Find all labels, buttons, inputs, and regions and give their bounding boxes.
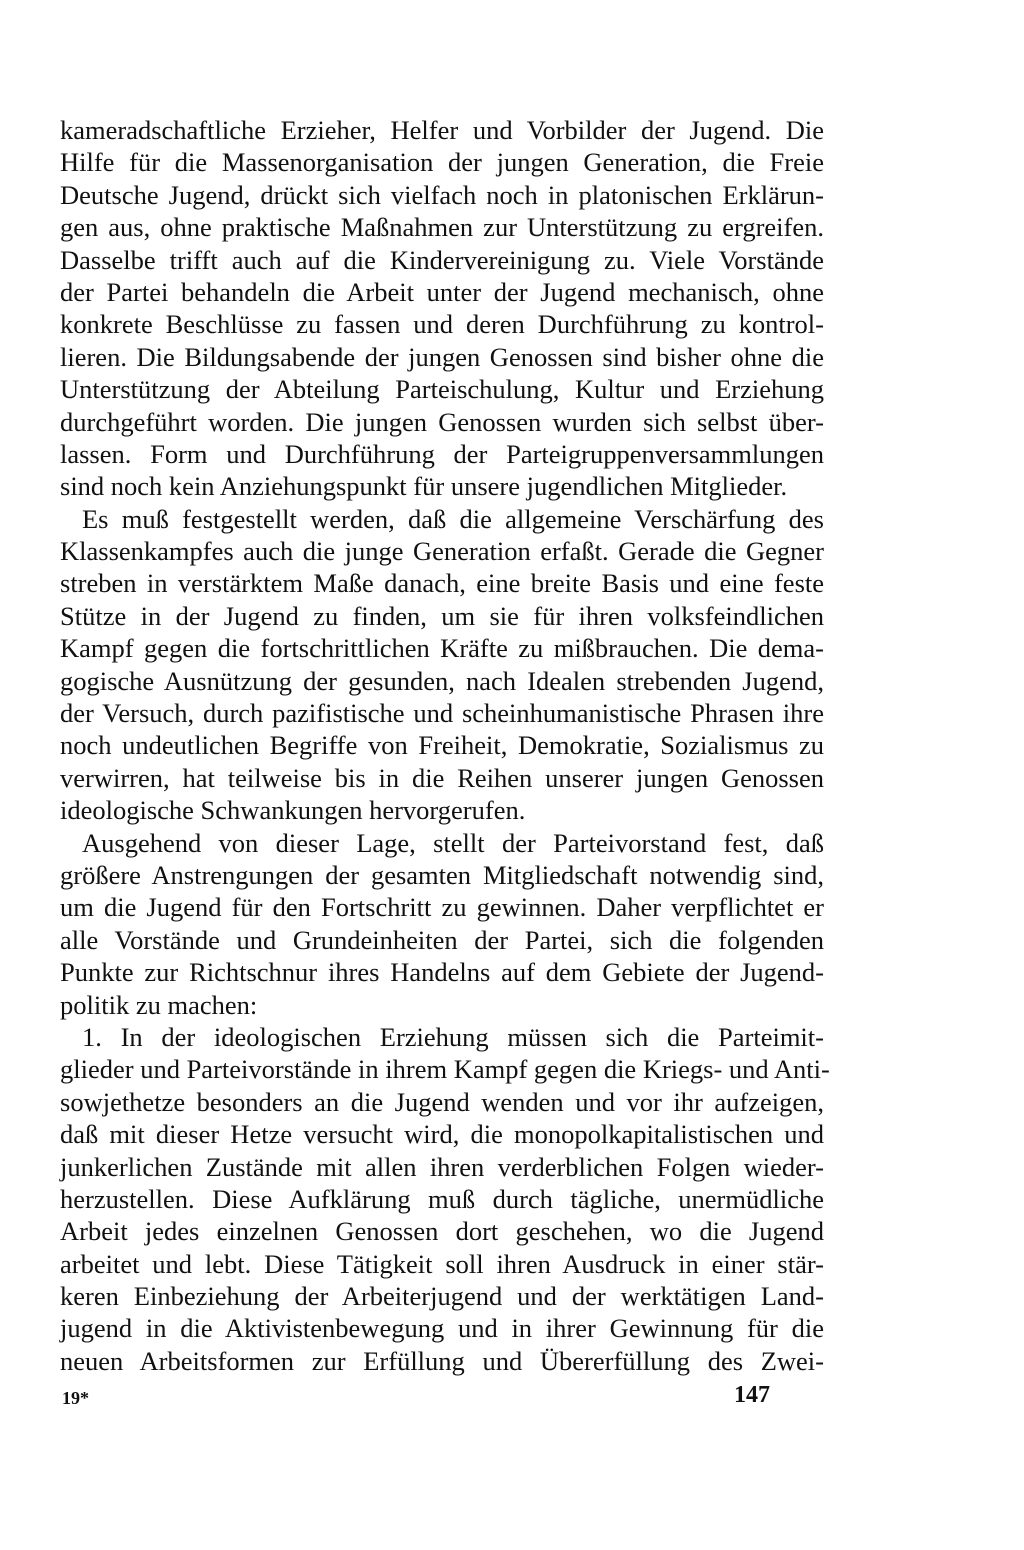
text-line: lieren. Die Bildungsabende der jungen Genossen sind bisher ohne die xyxy=(60,341,824,372)
text-line: Klassenkampfes auch die junge Generation erfaßt. Gerade die Gegner xyxy=(60,536,824,567)
text-line: noch undeutlichen Begriffe von Freiheit, Demokratie, Sozialismus zu xyxy=(60,730,824,761)
text-line: gogische Ausnützung der gesunden, nach Idealen strebenden Jugend, xyxy=(60,665,824,696)
text-line: jugend in die Aktivistenbewegung und in ihrer Gewinnung für die xyxy=(60,1313,824,1344)
text-line: Hilfe für die Massenorganisation der jungen Generation, die Freie xyxy=(60,147,824,178)
text-line: Arbeit jedes einzelnen Genossen dort geschehen, wo die Jugend xyxy=(60,1216,824,1247)
text-line: Ausgehend von dieser Lage, stellt der Parteivorstand fest, daß xyxy=(82,827,824,858)
text-line: durchgeführt worden. Die jungen Genossen wurden sich selbst über- xyxy=(60,406,824,437)
text-line: Stütze in der Jugend zu finden, um sie für ihren volksfeindlichen xyxy=(60,600,824,631)
text-line: alle Vorstände und Grundeinheiten der Partei, sich die folgenden xyxy=(60,924,824,955)
text-line: 1. In der ideologischen Erziehung müssen sich die Parteimit- xyxy=(82,1021,824,1052)
text-line: Deutsche Jugend, drückt sich vielfach noch in platonischen Erklärun- xyxy=(60,179,824,210)
text-line: ideologische Schwankungen hervorgerufen. xyxy=(60,795,526,826)
text-line: Unterstützung der Abteilung Parteischulung, Kultur und Erziehung xyxy=(60,374,824,405)
text-line: verwirren, hat teilweise bis in die Reihen unserer jungen Genossen xyxy=(60,762,824,793)
text-line: Dasselbe trifft auch auf die Kindervereinigung zu. Viele Vorstände xyxy=(60,244,824,275)
paragraph xyxy=(60,1021,830,1377)
text-line: politik zu machen: xyxy=(60,989,258,1020)
sheet-signature: 19* xyxy=(62,1388,89,1408)
page-number: 147 xyxy=(734,1382,770,1408)
text-line: Es muß festgestellt werden, daß die allgemeine Verschärfung des xyxy=(82,503,824,534)
text-line: lassen. Form und Durchführung der Parteigruppenversammlungen xyxy=(60,438,824,469)
text-line: neuen Arbeitsformen zur Erfüllung und Übererfüllung des Zwei- xyxy=(60,1345,824,1376)
text-line: größere Anstrengungen der gesamten Mitgliedschaft notwendig sind, xyxy=(60,859,824,890)
text-line: junkerlichen Zustände mit allen ihren verderblichen Folgen wieder- xyxy=(60,1151,824,1182)
text-line: glieder und Parteivorstände in ihrem Kampf gegen die Kriegs- und Anti- xyxy=(60,1054,830,1085)
text-line: arbeitet und lebt. Diese Tätigkeit soll ihren Ausdruck in einer stär- xyxy=(60,1248,824,1279)
text-line: sowjethetze besonders an die Jugend wenden und vor ihr aufzeigen, xyxy=(60,1086,824,1117)
text-line: sind noch kein Anziehungspunkt für unsere jugendlichen Mitglieder. xyxy=(60,471,788,502)
text-line: daß mit dieser Hetze versucht wird, die monopolkapitalistischen und xyxy=(60,1119,824,1150)
text-line: herzustellen. Diese Aufklärung muß durch tägliche, unermüdliche xyxy=(60,1183,824,1214)
text-line: streben in verstärktem Maße danach, eine breite Basis und eine feste xyxy=(60,568,824,599)
text-line: kameradschaftliche Erzieher, Helfer und Vorbilder der Jugend. Die xyxy=(60,115,824,145)
text-line: Punkte zur Richtschnur ihres Handelns auf dem Gebiete der Jugend- xyxy=(60,957,824,988)
text-line: Kampf gegen die fortschrittlichen Kräfte zu mißbrauchen. Die dema- xyxy=(60,633,824,664)
text-line: um die Jugend für den Fortschritt zu gewinnen. Daher verpflichtet er xyxy=(60,892,824,923)
paragraph xyxy=(60,503,824,827)
body-text xyxy=(60,114,830,1377)
text-line: keren Einbeziehung der Arbeiterjugend und der werktätigen Land- xyxy=(60,1281,824,1312)
text-line: der Partei behandeln die Arbeit unter der Jugend mechanisch, ohne xyxy=(60,276,824,307)
paragraph xyxy=(60,114,824,503)
text-line: der Versuch, durch pazifistische und scheinhumanistische Phrasen ihre xyxy=(60,698,824,729)
text-line: gen aus, ohne praktische Maßnahmen zur Unterstützung zu ergreifen. xyxy=(60,212,824,243)
paragraph xyxy=(60,827,824,1021)
text-line: konkrete Beschlüsse zu fassen und deren Durchführung zu kontrol- xyxy=(60,309,824,340)
